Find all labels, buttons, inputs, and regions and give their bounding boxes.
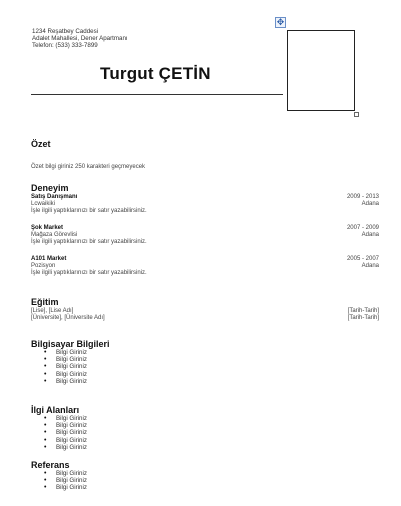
- list-item: • Bilgi Giriniz: [44, 422, 87, 429]
- job-company: Şok Market: [31, 225, 64, 231]
- education-date: [Tarih-Tarih]: [347, 315, 379, 321]
- move-icon[interactable]: ✥: [276, 17, 285, 27]
- list-item: • Bilgi Giriniz: [44, 415, 87, 422]
- person-name: Turgut ÇETİN: [100, 64, 211, 83]
- computer-skills-heading: Bilgisayar Bilgileri: [31, 339, 110, 349]
- list-item: • Bilgi Giriniz: [44, 484, 87, 491]
- list-item: • Bilgi Giriniz: [44, 477, 87, 484]
- summary-text: Özet bilgi giriniz 250 karakteri geçmeyecek: [31, 164, 146, 170]
- job-location: Adana: [361, 201, 379, 207]
- summary-heading: Özet: [31, 139, 51, 149]
- interests-heading: İlgi Alanları: [31, 405, 80, 415]
- computer-skills-list: [44, 349, 87, 385]
- list-item: • Bilgi Giriniz: [44, 349, 87, 356]
- job-location: Adana: [361, 263, 379, 269]
- interests-list: [44, 415, 87, 451]
- list-item: • Bilgi Giriniz: [44, 378, 87, 385]
- header-divider: [31, 94, 283, 95]
- resize-handle[interactable]: [354, 112, 359, 117]
- education-date: [Tarih-Tarih]: [347, 308, 379, 314]
- job-location: Adana: [361, 232, 379, 238]
- list-item: • Bilgi Giriniz: [44, 470, 87, 477]
- photo-placeholder[interactable]: [287, 30, 355, 111]
- list-item: • Bilgi Giriniz: [44, 371, 87, 378]
- address-line-2: Adalet Mahallesi, Dener Apartmanı: [32, 35, 128, 42]
- job-title: Lcwaikiki: [31, 201, 56, 207]
- job-dates: 2007 - 2009: [346, 225, 379, 231]
- address-line-1: 1234 Reşatbey Caddesi: [32, 28, 99, 35]
- education-heading: Eğitim: [31, 297, 59, 307]
- references-heading: Referans: [31, 460, 70, 470]
- job-company: Satış Danışmanı: [31, 194, 78, 200]
- phone-line: Telefon: (533) 333-7899: [32, 42, 98, 49]
- education-school: [Lise], [Lise Adı]: [31, 308, 74, 314]
- job-title: Pozisyon: [31, 263, 56, 269]
- list-item: • Bilgi Giriniz: [44, 363, 87, 370]
- job-description: İşle ilgili yaptıklarınızı bir satır yazabilirsiniz.: [31, 239, 147, 245]
- job-title: Mağaza Görevlisi: [31, 232, 78, 238]
- list-item: • Bilgi Giriniz: [44, 356, 87, 363]
- job-company: A101 Market: [31, 256, 67, 262]
- references-list: [44, 470, 87, 492]
- experience-heading: Deneyim: [31, 183, 69, 193]
- job-description: İşle ilgili yaptıklarınızı bir satır yazabilirsiniz.: [31, 270, 147, 276]
- education-school: [Üniversite], [Üniversite Adı]: [31, 315, 105, 321]
- job-dates: 2005 - 2007: [346, 256, 379, 262]
- list-item: • Bilgi Giriniz: [44, 444, 87, 451]
- list-item: • Bilgi Giriniz: [44, 437, 87, 444]
- job-dates: 2009 - 2013: [346, 194, 379, 200]
- job-description: İşle ilgili yaptıklarınızı bir satır yazabilirsiniz.: [31, 208, 147, 214]
- list-item: • Bilgi Giriniz: [44, 429, 87, 436]
